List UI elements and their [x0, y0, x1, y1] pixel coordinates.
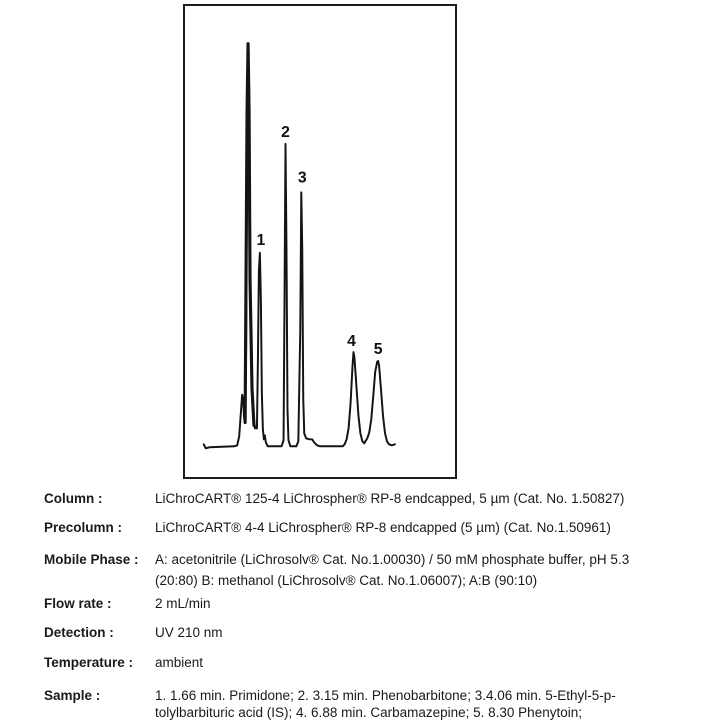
method-value-line: 2 mL/min: [155, 596, 211, 611]
method-row-temperature: [44, 654, 690, 671]
peak-3-label: 3: [297, 169, 307, 187]
method-value-mobile-phase: [155, 549, 690, 591]
method-value-flow-rate: [155, 595, 690, 612]
method-value-line: LiChroCART® 125-4 LiChrospher® RP-8 endcapped, 5 µm (Cat. No. 1.50827): [155, 491, 625, 506]
method-label-column: Column :: [44, 491, 103, 506]
method-value-line: ambient: [155, 655, 204, 670]
method-value-line: UV 210 nm: [155, 625, 223, 640]
method-value-line: tolylbarbituric acid (IS); 4. 6.88 min. Carbamazepine; 5. 8.30 Phenytoin;: [155, 705, 582, 720]
method-value-temperature: [155, 654, 690, 671]
method-label-flow-rate: Flow rate :: [44, 596, 112, 611]
method-value-line: (20:80) B: methanol (LiChrosolv® Cat. No.1.06007); A:B (90:10): [155, 573, 538, 588]
method-label-detection: Detection :: [44, 625, 114, 640]
method-value-column: [155, 490, 690, 507]
method-row-column: [44, 490, 690, 507]
solvent-front-spike: [245, 44, 254, 426]
method-row-precolumn: [44, 519, 690, 536]
method-value-line: 1. 1.66 min. Primidone; 2. 3.15 min. Phenobarbitone; 3.4.06 min. 5-Ethyl-5-p-: [155, 688, 616, 703]
method-row-mobile-phase: [44, 549, 690, 591]
method-row-detection: [44, 624, 690, 641]
method-value-line: A: acetonitrile (LiChrosolv® Cat. No.1.00030) / 50 mM phosphate buffer, pH 5.3: [155, 552, 630, 567]
peak-2-label: 2: [281, 123, 290, 141]
chromatogram-trace: [204, 44, 395, 449]
method-value-precolumn: [155, 519, 690, 536]
method-label-sample: Sample :: [44, 688, 101, 703]
method-row-sample: [44, 687, 690, 721]
peak-4-label: 4: [347, 333, 356, 351]
peak-1-label: 1: [256, 231, 266, 249]
chromatogram-svg: [185, 6, 455, 477]
method-row-flow-rate: [44, 595, 690, 612]
method-value-line: LiChroCART® 4-4 LiChrospher® RP-8 endcapped (5 µm) (Cat. No.1.50961): [155, 520, 611, 535]
method-label-precolumn: Precolumn :: [44, 520, 123, 535]
method-conditions: [44, 486, 690, 721]
chromatogram-figure: [183, 4, 457, 479]
method-label-temperature: Temperature :: [44, 655, 134, 670]
method-value-sample: [155, 687, 690, 721]
method-value-detection: [155, 624, 690, 641]
peak-5-label: 5: [373, 341, 383, 359]
method-label-mobile-phase: Mobile Phase :: [44, 552, 139, 567]
